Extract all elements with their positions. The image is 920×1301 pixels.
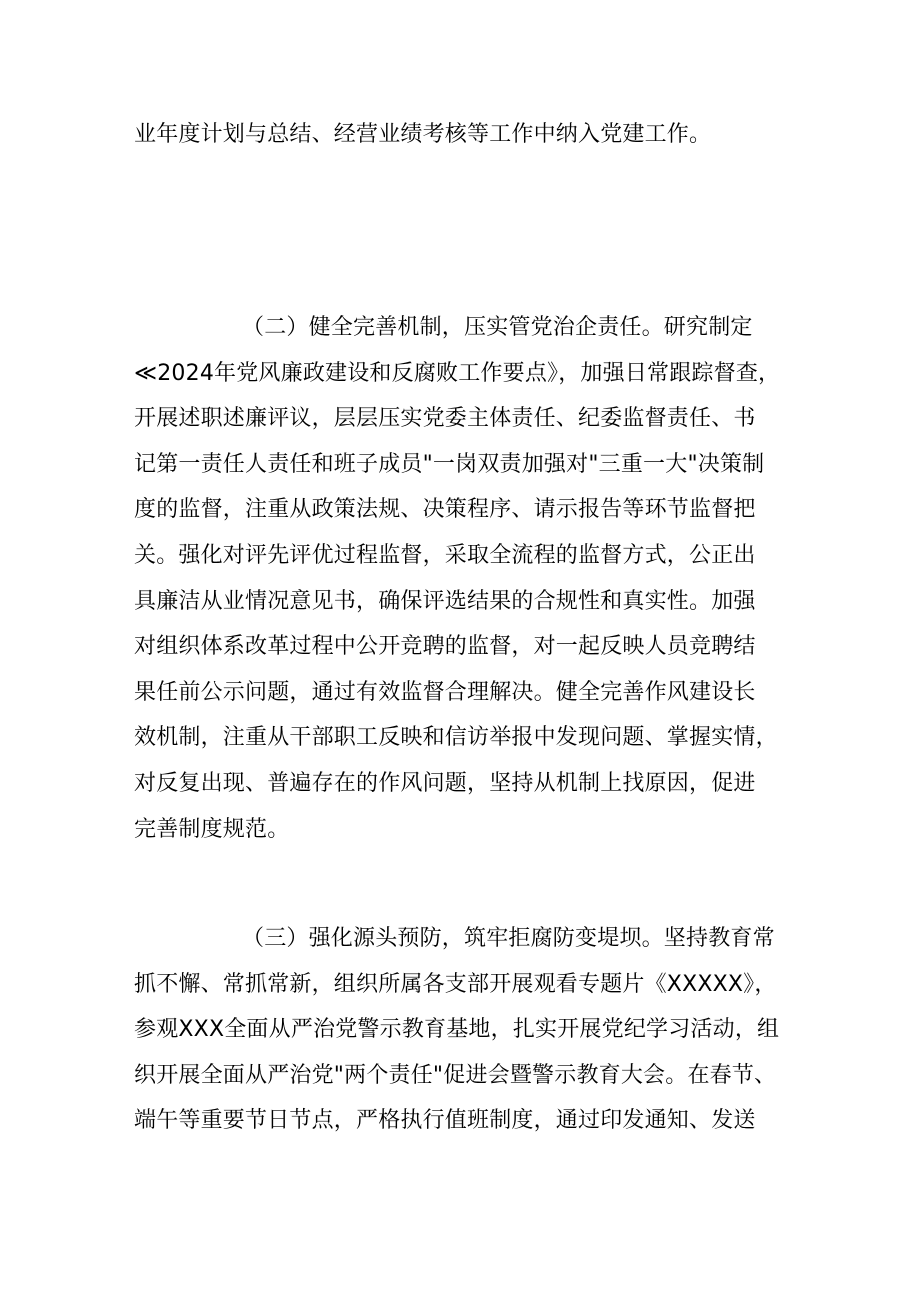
paragraph-continuation [134,112,814,158]
paragraph-prevention [134,916,814,1144]
text-line: 效机制，注重从干部职工反映和信访举报中发现问题、掌握实情， [134,725,778,751]
text-line: 对反复出现、普遍存在的作风问题，坚持从机制上找原因，促进 [134,770,756,796]
text-line: 参观XXX全面从严治党警示教育基地，扎实开展党纪学习活动，组 [134,1017,780,1043]
text-line: 对组织体系改革过程中公开竞聘的监督，对一起反映人员竞聘结 [134,634,756,660]
text-line: 抓不懈、常抓常新，组织所属各支部开展观看专题片《XXXXX》， [134,971,777,997]
text-line: （三）强化源头预防，筑牢拒腐防变堤坝。坚持教育常 [242,926,775,951]
text-line: 记第一责任人责任和班子成员"一岗双责加强对"三重一大"决策制 [134,451,765,477]
text-line: 织开展全面从严治党"两个责任"促进会暨警示教育大会。在春节、 [134,1062,777,1088]
paragraph-mechanism [134,305,814,852]
text-line: （二）健全完善机制，压实管党治企责任。研究制定 [242,315,753,340]
text-line: 业年度计划与总结、经营业绩考核等工作中纳入党建工作。 [134,122,712,147]
text-line: ≪2024年党风廉政建设和反腐败工作要点》，加强日常跟踪督查， [134,360,781,386]
text-line: 果任前公示问题，通过有效监督合理解决。健全完善作风建设长 [134,679,756,705]
text-line: 具廉洁从业情况意见书，确保评选结果的合规性和真实性。加强 [134,588,756,614]
text-line: 度的监督，注重从政策法规、决策程序、请示报告等环节监督把 [134,497,756,523]
text-line: 端午等重要节日节点，严格执行值班制度，通过印发通知、发送 [134,1108,756,1134]
text-line: 关。强化对评先评优过程监督，采取全流程的监督方式，公正出 [134,542,756,568]
text-line: 完善制度规范。 [134,816,290,842]
text-line: 开展述职述廉评议，层层压实党委主体责任、纪委监督责任、书 [134,406,756,432]
